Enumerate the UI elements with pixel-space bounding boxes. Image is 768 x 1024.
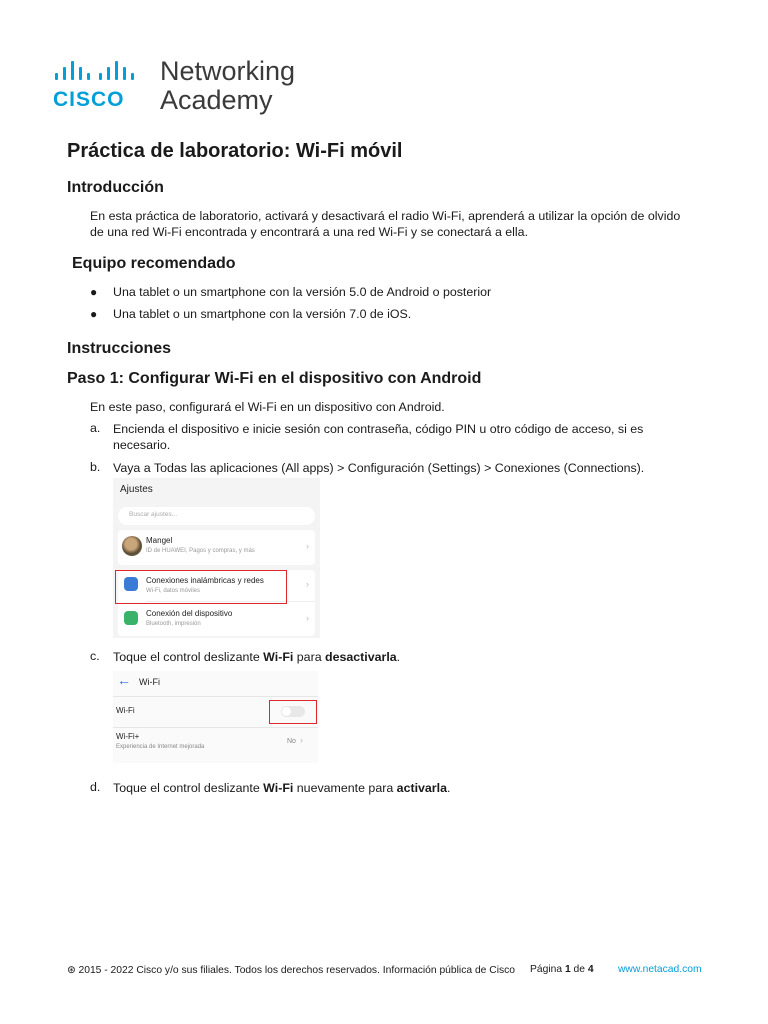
bullet-icon: ● [90, 285, 98, 299]
row-title: Conexión del dispositivo [146, 609, 233, 618]
logo-line1: Networking [160, 56, 296, 86]
settings-row-device[interactable] [118, 603, 315, 635]
back-arrow-icon[interactable]: ← [117, 672, 131, 688]
page-title: Práctica de laboratorio: Wi-Fi móvil [67, 140, 403, 162]
row-title: Conexiones inalámbricas y redes [146, 576, 264, 585]
step-c-label: c. [90, 649, 100, 663]
wifiplus-value[interactable]: No [287, 738, 296, 745]
footer-page-number: Página 1 de 4 [530, 964, 594, 975]
step1-heading: Paso 1: Configurar Wi-Fi en el dispositivo con Android [67, 370, 482, 387]
equipment-heading: Equipo recomendado [72, 255, 236, 272]
wifiplus-label: Wi-Fi+ [116, 732, 140, 741]
step-d-text: Toque el control deslizante Wi-Fi nuevamente para activarla. [113, 781, 451, 795]
settings-row-account[interactable] [118, 530, 315, 565]
intro-line2: de una red Wi-Fi encontrada y encontrará a una red Wi-Fi y se conectará a ella. [90, 225, 529, 239]
highlight-box [269, 700, 317, 724]
bullet-icon: ● [90, 307, 98, 321]
step-b-label: b. [90, 460, 101, 474]
instructions-heading: Instrucciones [67, 340, 172, 357]
settings-search-input[interactable] [118, 507, 315, 525]
settings-screenshot [113, 478, 320, 638]
wifi-screenshot [113, 671, 318, 763]
chevron-right-icon: › [306, 579, 309, 589]
step-a-line2: necesario. [113, 438, 171, 452]
step-a-label: a. [90, 421, 101, 435]
row-subtitle: Wi-Fi, datos móviles [146, 588, 201, 594]
divider [113, 727, 318, 728]
step1-intro: En este paso, configurará el Wi-Fi en un dispositivo con Android. [90, 400, 445, 414]
step-d-label: d. [90, 780, 101, 794]
wifiplus-subtitle: Experiencia de Internet mejorada [116, 744, 205, 750]
row-title: Mangel [146, 536, 173, 545]
footer-copyright: ⊛ 2015 - 2022 Cisco y/o sus filiales. Todos los derechos reservados. Información pública de Cisco [67, 965, 515, 976]
footer-link[interactable]: www.netacad.com [618, 964, 702, 975]
intro-heading: Introducción [67, 179, 164, 196]
row-subtitle: Bluetooth, impresión [146, 621, 201, 627]
highlight-box [115, 570, 287, 604]
wifi-label: Wi-Fi [116, 706, 135, 715]
step-c-text: Toque el control deslizante Wi-Fi para desactivarla. [113, 650, 401, 664]
chevron-right-icon: › [300, 735, 303, 745]
equipment-item: Una tablet o un smartphone con la versión 7.0 de iOS. [113, 307, 412, 321]
chevron-right-icon: › [306, 541, 309, 551]
settings-title: Ajustes [120, 484, 153, 495]
divider [113, 696, 318, 697]
row-subtitle: ID de HUAWEI, Pagos y compras, y más [146, 548, 255, 554]
logo-line2: Academy [160, 85, 273, 115]
search-placeholder: Buscar ajustes... [129, 511, 178, 518]
logo-brand: CISCO [53, 88, 125, 111]
step-b-text: Vaya a Todas las aplicaciones (All apps) > Configuración (Settings) > Conexiones (Connections). [113, 461, 645, 475]
cisco-networking-academy-logo [52, 56, 312, 120]
intro-line1: En esta práctica de laboratorio, activará y desactivará el radio Wi-Fi, aprenderá a utilizar la opción de olvido [90, 209, 681, 223]
wifi-screen-title: Wi-Fi [139, 677, 160, 687]
chevron-right-icon: › [306, 613, 309, 623]
device-connection-icon [124, 611, 138, 625]
avatar [122, 536, 142, 556]
step-a-line1: Encienda el dispositivo e inicie sesión con contraseña, código PIN u otro código de acceso, si es [113, 422, 644, 436]
equipment-item: Una tablet o un smartphone con la versión 5.0 de Android o posterior [113, 285, 492, 299]
